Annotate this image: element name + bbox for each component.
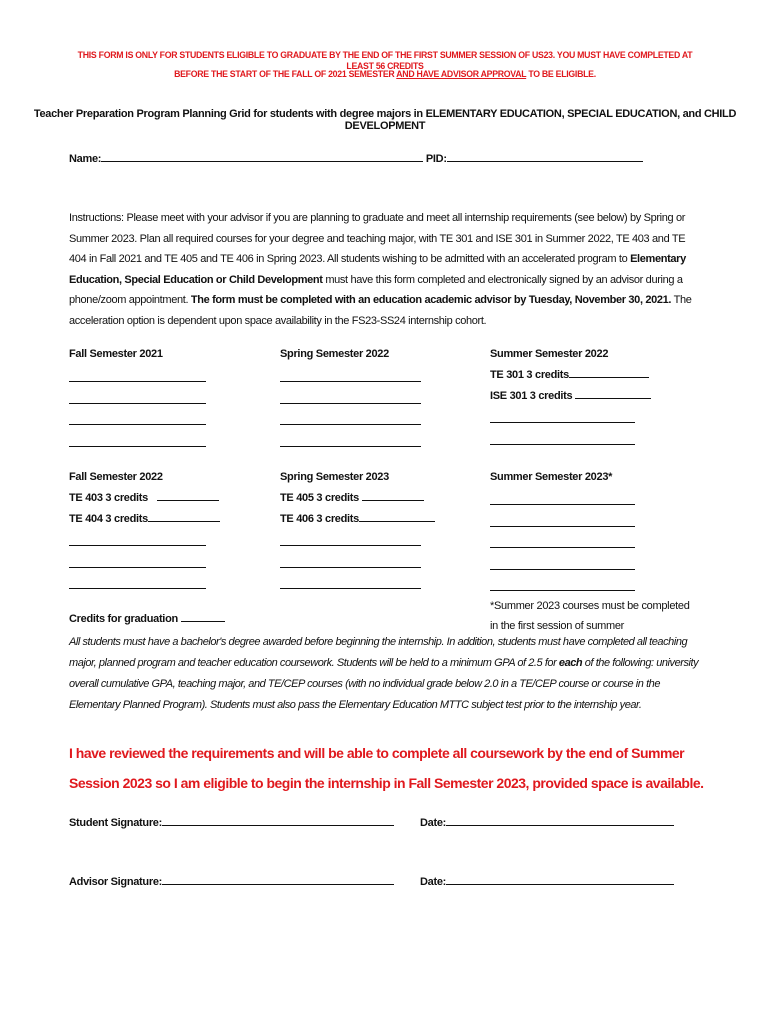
advisor-signature-input[interactable] xyxy=(162,875,394,885)
name-field xyxy=(69,152,643,165)
instructions-programs: Elementary Education, Special Education or Child Development xyxy=(69,253,686,286)
requirements-each: each xyxy=(558,657,583,669)
summer-2023-heading: Summer Semester 2023* xyxy=(490,471,613,483)
te404-row xyxy=(69,512,206,533)
course-line[interactable] xyxy=(69,368,206,382)
course-line[interactable] xyxy=(280,390,421,404)
fall-2022-heading: Fall Semester 2022 xyxy=(69,471,163,483)
summer-2023-note: *Summer 2023 courses must be completed in the first session of summer xyxy=(490,600,690,632)
course-line[interactable] xyxy=(280,532,421,546)
notice-advisor-approval: AND HAVE ADVISOR APPROVAL xyxy=(396,69,527,80)
advisor-date-field xyxy=(420,875,674,888)
te405-label: TE 405 3 credits xyxy=(280,492,359,504)
grid-summer-2023 xyxy=(490,471,635,599)
student-signature-input[interactable] xyxy=(162,816,394,826)
ise301-label: ISE 301 3 credits xyxy=(490,389,573,402)
course-line[interactable] xyxy=(490,556,635,570)
course-line[interactable] xyxy=(280,554,421,568)
ise301-input[interactable] xyxy=(575,389,651,399)
instructions-deadline: The form must be completed with an education academic advisor by Tuesday, November 30, 2021. xyxy=(190,294,672,306)
course-line[interactable] xyxy=(280,411,421,425)
credits-input[interactable] xyxy=(181,612,225,622)
instructions-part2: must have this form completed and electronically signed by an advisor during a phone/zoom appointment. xyxy=(69,273,683,306)
requirements-part1: All students must have a bachelor's degree awarded before beginning the internship. In addition, students must have completed all teaching major, planned program and teacher education coursework. Students will be held to a minimum GPA of 2.5 for xyxy=(69,636,688,669)
name-label: Name: xyxy=(69,153,102,165)
page-title: Teacher Preparation Program Planning Grid for students with degree majors in ELEMENTARY EDUCATION, SPECIAL EDUCATION, and CHILD DEVELOPMENT xyxy=(33,108,737,132)
advisor-date-label: Date: xyxy=(420,876,447,888)
instructions-part3: The acceleration option is dependent upon space availability in the FS23-SS24 internship cohort. xyxy=(69,294,692,327)
advisor-date-input[interactable] xyxy=(446,875,674,885)
course-line[interactable] xyxy=(280,433,421,447)
te403-label: TE 403 3 credits xyxy=(69,492,148,504)
ise301-row xyxy=(490,389,635,410)
pid-label: PID: xyxy=(425,153,447,165)
te405-row xyxy=(280,491,421,512)
te405-input[interactable] xyxy=(362,491,424,501)
eligibility-notice-line1: THIS FORM IS ONLY FOR STUDENTS ELIGIBLE TO GRADUATE BY THE END OF THE FIRST SUMMER SESSION OF US23. YOU MUST HAVE COMPLETED AT LEAST 56 CREDITS xyxy=(77,50,693,72)
requirements-text xyxy=(69,632,709,716)
fall-2021-heading: Fall Semester 2021 xyxy=(69,348,163,360)
credits-label: Credits for graduation xyxy=(69,613,178,625)
student-signature-field xyxy=(69,816,394,829)
attestation-statement: I have reviewed the requirements and will be able to complete all coursework by the end of Summer Session 2023 so I am eligible to begin the internship in Fall Semester 2023, provided space is available. xyxy=(69,745,704,791)
te404-input[interactable] xyxy=(148,512,220,522)
course-line[interactable] xyxy=(69,575,206,589)
course-line[interactable] xyxy=(490,409,635,423)
course-line[interactable] xyxy=(69,433,206,447)
te301-label: TE 301 3 credits xyxy=(490,369,569,381)
course-line[interactable] xyxy=(69,411,206,425)
course-line[interactable] xyxy=(490,534,635,548)
spring-2022-heading: Spring Semester 2022 xyxy=(280,348,389,360)
grid-spring-2022 xyxy=(280,348,421,454)
advisor-signature-label: Advisor Signature: xyxy=(69,876,163,888)
te406-input[interactable] xyxy=(359,512,435,522)
grid-summer-2022 xyxy=(490,348,635,452)
course-line[interactable] xyxy=(280,368,421,382)
course-line[interactable] xyxy=(69,554,206,568)
te301-row xyxy=(490,368,635,389)
credits-for-graduation xyxy=(69,612,225,625)
instructions-part1: Instructions: Please meet with your advisor if you are planning to graduate and meet all internship requirements (see below) by Spring or Summer 2023. Plan all required courses for your degree and teaching major, with TE 301 and ISE 301 in Summer 2022, TE 403 and TE 404 in Fall 2021 and TE 405 and TE 406 in Spring 2023. All students wishing to be admitted with an accelerated program to xyxy=(69,212,686,265)
course-line[interactable] xyxy=(280,575,421,589)
advisor-signature-field xyxy=(69,875,394,888)
te404-label: TE 404 3 credits xyxy=(69,512,148,525)
pid-input[interactable] xyxy=(447,152,643,162)
notice-text-b: TO BE ELIGIBLE. xyxy=(526,69,596,80)
spring-2023-heading: Spring Semester 2023 xyxy=(280,471,389,483)
name-input[interactable] xyxy=(101,152,423,162)
student-date-input[interactable] xyxy=(446,816,674,826)
te403-row xyxy=(69,491,206,512)
notice-text-a: BEFORE THE START OF THE FALL OF 2021 SEMESTER xyxy=(174,69,397,80)
course-line[interactable] xyxy=(490,431,635,445)
te406-label: TE 406 3 credits xyxy=(280,512,359,525)
student-signature-label: Student Signature: xyxy=(69,817,162,829)
eligibility-notice-line2 xyxy=(68,69,703,80)
requirements-part2: of the following: university overall cumulative GPA, teaching major, and TE/CEP courses (with no individual grade below 2.0 in a TE/CEP course or course in the Elementary Planned Program). Students must also pass the Elementary Education MTTC subject test prior to the internship year. xyxy=(69,657,699,711)
student-date-field xyxy=(420,816,674,829)
te403-input[interactable] xyxy=(157,491,219,501)
course-line[interactable] xyxy=(490,577,635,591)
course-line[interactable] xyxy=(490,491,635,505)
instructions-text xyxy=(69,208,701,331)
te301-input[interactable] xyxy=(569,368,649,378)
course-line[interactable] xyxy=(69,390,206,404)
course-line[interactable] xyxy=(490,513,635,527)
summer-2022-heading: Summer Semester 2022 xyxy=(490,348,609,360)
course-line[interactable] xyxy=(69,532,206,546)
te406-row xyxy=(280,512,421,533)
grid-fall-2021 xyxy=(69,348,206,454)
student-date-label: Date: xyxy=(420,817,447,829)
grid-spring-2023 xyxy=(280,471,421,597)
grid-fall-2022 xyxy=(69,471,206,597)
